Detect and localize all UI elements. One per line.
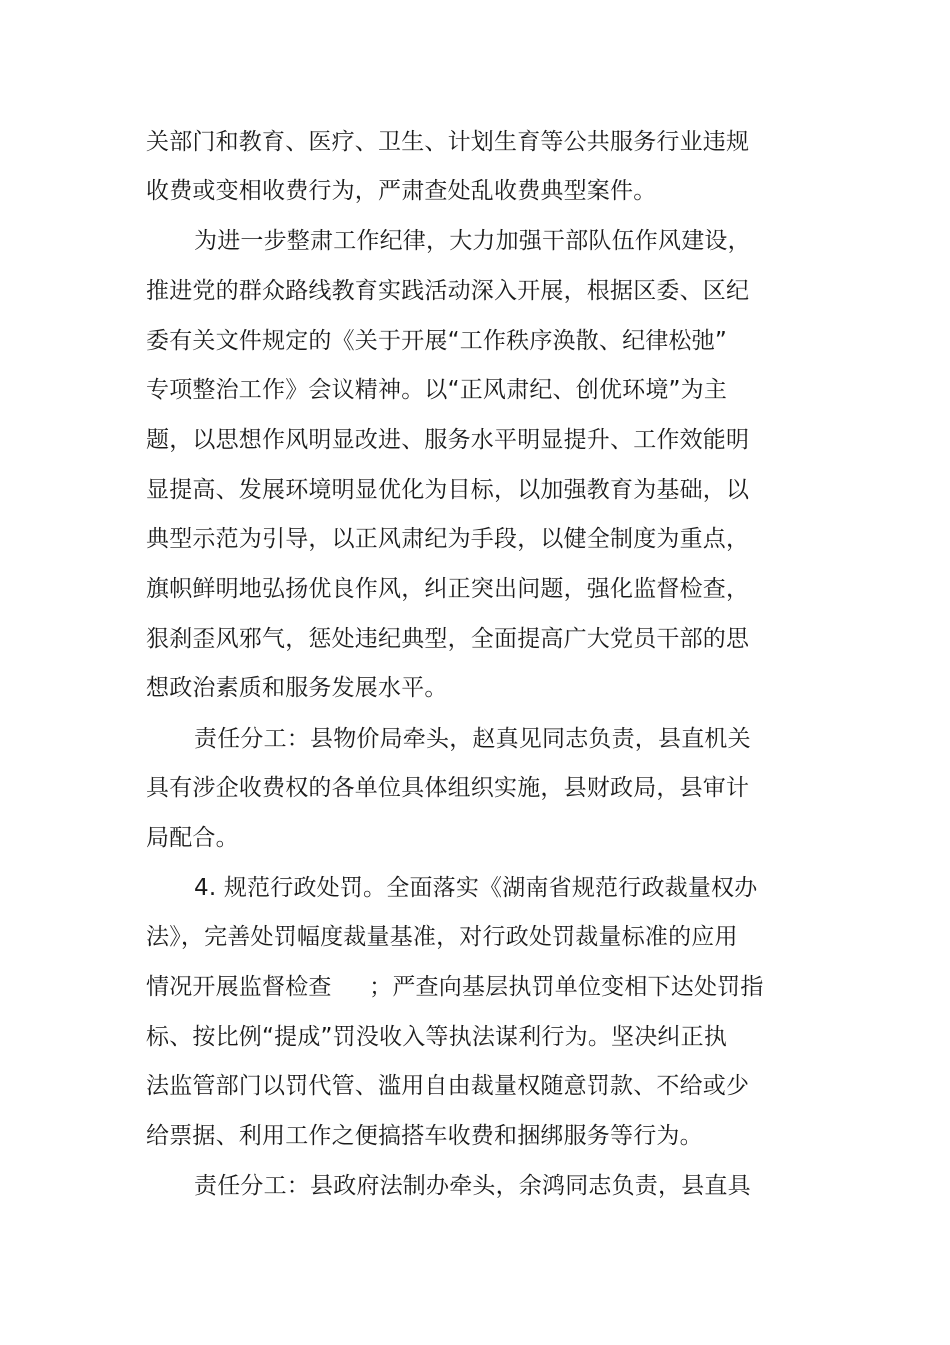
paragraph-first-line: 为进一步整肃工作纪律，大力加强干部队伍作风建设， <box>194 228 751 254</box>
text-line: 法》，完善处罚幅度裁量基准，对行政处罚裁量标准的应用 <box>146 924 738 950</box>
text-line: 显提高、发展环境明显优化为目标，以加强教育为基础，以 <box>146 477 750 503</box>
text-line: 想政治素质和服务发展水平。 <box>146 675 448 701</box>
text-line: 收费或变相收费行为，严肃查处乱收费典型案件。 <box>146 178 657 204</box>
text-line: 给票据、利用工作之便搞搭车收费和捆绑服务等行为。 <box>146 1123 703 1149</box>
text-line: 情况开展监督检查 ；严查向基层执罚单位变相下达处罚指 <box>146 974 764 1000</box>
text-line: 关部门和教育、医疗、卫生、计划生育等公共服务行业违规 <box>146 129 750 155</box>
text-line: 题，以思想作风明显改进、服务水平明显提升、工作效能明 <box>146 427 750 453</box>
text-line: 局配合。 <box>146 825 239 851</box>
text-line: 标、按比例“提成”罚没收入等执法谋利行为。坚决纠正执 <box>146 1024 728 1050</box>
text-line: 专项整治工作》会议精神。以“正风肃纪、创优环境”为主 <box>146 377 728 403</box>
paragraph-first-line: 责任分工：县政府法制办牵头，余鸿同志负责，县直具 <box>194 1173 751 1199</box>
text-line: 法监管部门以罚代管、滥用自由裁量权随意罚款、不给或少 <box>146 1073 750 1099</box>
text-line: 委有关文件规定的《关于开展“工作秩序涣散、纪律松弛” <box>146 328 728 354</box>
text-line: 旗帜鲜明地弘扬优良作风，纠正突出问题，强化监督检查， <box>146 576 750 602</box>
text-line: 典型示范为引导，以正风肃纪为手段，以健全制度为重点， <box>146 526 750 552</box>
section-heading-line: 4. 规范行政处罚。全面落实《湖南省规范行政裁量权办 <box>194 875 758 901</box>
text-line: 狠刹歪风邪气，惩处违纪典型，全面提高广大党员干部的思 <box>146 626 750 652</box>
text-line: 具有涉企收费权的各单位具体组织实施，县财政局，县审计 <box>146 775 750 801</box>
paragraph-first-line: 责任分工：县物价局牵头，赵真见同志负责，县直机关 <box>194 726 751 752</box>
text-line: 推进党的群众路线教育实践活动深入开展，根据区委、区纪 <box>146 278 750 304</box>
